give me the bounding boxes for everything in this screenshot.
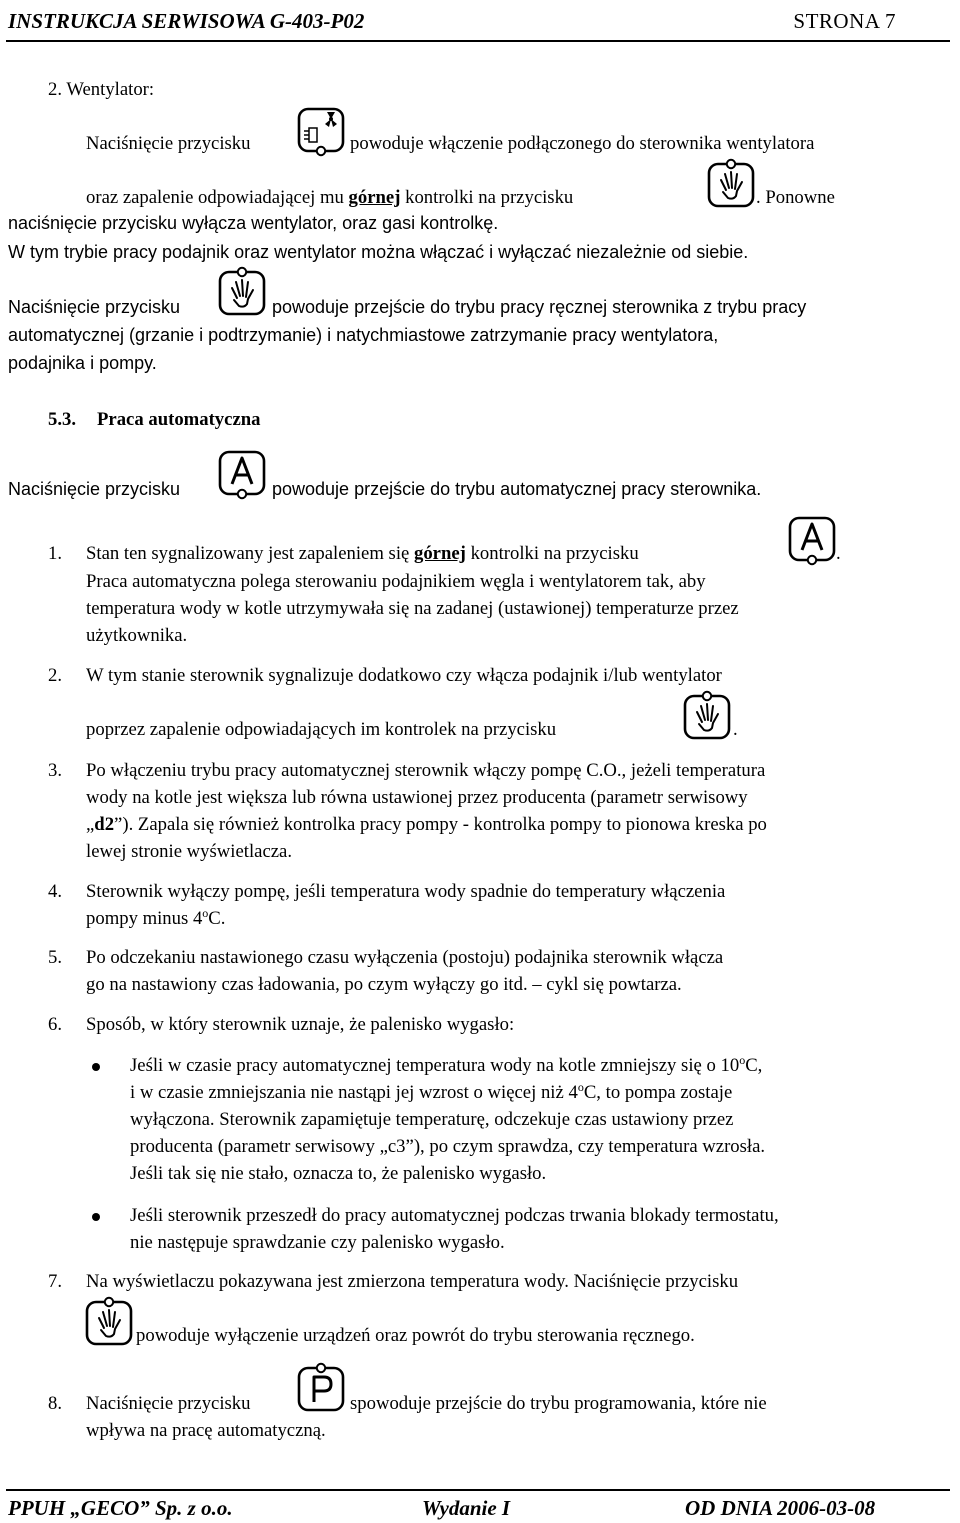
text-line: Naciśnięcie przycisku — [86, 1393, 251, 1414]
list-number: 1. — [48, 543, 63, 564]
text-line: wpływa na pracę automatyczną. — [86, 1420, 326, 1441]
auto-a-button-icon — [217, 446, 267, 500]
list-number: 3. — [48, 760, 63, 781]
text-line: powoduje przejście do trybu pracy ręcznej sterownika z trybu pracy — [272, 297, 807, 317]
text-line: naciśnięcie przycisku wyłącza wentylator, oraz gasi kontrolkę. — [8, 213, 499, 233]
hand-button-icon — [706, 158, 756, 212]
text-line: użytkownika. — [86, 625, 188, 646]
text-line: wyłączona. Sterownik zapamiętuje temperaturę, odczekuje czas ustawiony przez — [130, 1109, 734, 1130]
footer-edition: Wydanie I — [422, 1496, 511, 1520]
list-number: 6. — [48, 1014, 63, 1035]
text-line: podajnika i pompy. — [8, 353, 157, 373]
bullet-dot — [92, 1063, 100, 1071]
text-line: Naciśnięcie przycisku — [8, 297, 181, 317]
list-number: 7. — [48, 1271, 63, 1292]
text-line: Naciśnięcie przycisku — [8, 479, 181, 499]
list-number: 8. — [48, 1393, 63, 1414]
text-line: . — [733, 719, 738, 740]
auto-a-button-icon — [787, 512, 837, 566]
emphasis-upper: górnej — [348, 187, 401, 208]
footer-date: OD DNIA 2006-03-08 — [685, 1496, 876, 1520]
text-line: spowoduje przejście do trybu programowania, które nie — [350, 1393, 767, 1414]
text-line: producenta (parametr serwisowy „c3”), po czym sprawdza, czy temperatura wzrosła. — [130, 1136, 766, 1157]
text-line: W tym stanie sterownik sygnalizuje dodatkowo czy włącza podajnik i/lub wentylator — [86, 665, 722, 686]
text-line: oraz zapalenie odpowiadającej mu górnej kontrolki na przycisku — [86, 187, 574, 208]
section-number: 5.3. — [48, 409, 77, 430]
text-line: Sterownik wyłączy pompę, jeśli temperatura wody spadnie do temperatury włączenia — [86, 881, 726, 902]
text-line: temperatura wody w kotle utrzymywała się na zadanej (ustawionej) temperaturze przez — [86, 598, 739, 619]
text-line: Jeśli w czasie pracy automatycznej temperatura wody na kotle zmniejszy się o 10$^o$C, — [130, 1053, 763, 1076]
page-number: STRONA 7 — [793, 9, 896, 33]
text-line: lewej stronie wyświetlacza. — [86, 841, 293, 862]
text-line: powoduje wyłączenie urządzeń oraz powrót do trybu sterowania ręcznego. — [136, 1325, 695, 1346]
hand-button-icon — [84, 1296, 134, 1350]
list-number: 5. — [48, 947, 63, 968]
footer-company: PPUH „GECO” Sp. z o.o. — [8, 1496, 233, 1520]
text-line: i w czasie zmniejszania nie nastąpi jej wzrost o więcej niż 4$^o$C, to pompa zostaje — [130, 1080, 733, 1103]
page-header — [6, 4, 950, 42]
text-line: „d2”). Zapala się również kontrolka pracy pompy - kontrolka pompy to pionowa kreska po — [86, 814, 767, 835]
text-line: Sposób, w który sterownik uznaje, że palenisko wygasło: — [86, 1014, 515, 1035]
text-line: powoduje przejście do trybu automatycznej pracy sterownika. — [272, 479, 762, 499]
list-number: 4. — [48, 881, 63, 902]
emphasis-upper: górnej — [413, 543, 466, 564]
text-line: Po odczekaniu nastawionego czasu wyłączenia (postoju) podajnika sterownik włącza — [86, 947, 724, 968]
text-line: Po włączeniu trybu pracy automatycznej sterownik włączy pompę C.O., jeżeli temperatura — [86, 760, 766, 781]
text-line: poprzez zapalenie odpowiadających im kontrolek na przycisku — [86, 719, 557, 740]
hand-button-icon — [217, 266, 267, 320]
section-title: Praca automatyczna — [97, 409, 261, 430]
text-line: W tym trybie pracy podajnik oraz wentylator można włączać i wyłączać niezależnie od siebie. — [8, 242, 749, 262]
text-line: Jeśli sterownik przeszedł do pracy automatycznej podczas trwania blokady termostatu, — [130, 1205, 779, 1226]
prog-p-button-icon — [296, 1362, 346, 1416]
parameter-code: d2 — [94, 814, 115, 835]
text-line: pompy minus 4$^o$C. — [86, 906, 226, 929]
list-number: 2. — [48, 665, 63, 686]
text-line: powoduje włączenie podłączonego do sterownika wentylatora — [350, 133, 815, 154]
text-line: wody na kotle jest większa lub równa ustawionej przez producenta (parametr serwisowy — [86, 787, 748, 808]
hand-button-icon — [682, 690, 732, 744]
text-line: automatycznej (grzanie i podtrzymanie) i natychmiastowe zatrzymanie pracy wentylatora, — [8, 325, 719, 345]
bullet-dot — [92, 1213, 100, 1221]
text-line: Stan ten sygnalizowany jest zapaleniem się górnej kontrolki na przycisku — [86, 543, 639, 564]
document-title: INSTRUKCJA SERWISOWA G-403-P02 — [8, 9, 365, 33]
section-heading-fan: 2. Wentylator: — [48, 79, 155, 100]
text-line: Naciśnięcie przycisku — [86, 133, 251, 154]
fan-button-icon — [296, 103, 346, 157]
text-line: Na wyświetlaczu pokazywana jest zmierzona temperatura wody. Naciśnięcie przycisku — [86, 1271, 739, 1292]
text-line: go na nastawiony czas ładowania, po czym wyłączy go itd. – cykl się powtarza. — [86, 974, 682, 995]
text-line: . Ponowne — [756, 187, 835, 208]
text-line: . — [836, 543, 841, 564]
page-footer — [6, 1489, 950, 1521]
text-line: Jeśli tak się nie stało, oznacza to, że palenisko wygasło. — [130, 1163, 547, 1184]
text-line: nie następuje sprawdzanie czy palenisko wygasło. — [130, 1232, 505, 1253]
text-line: Praca automatyczna polega sterowaniu podajnikiem węgla i wentylatorem tak, aby — [86, 571, 706, 592]
